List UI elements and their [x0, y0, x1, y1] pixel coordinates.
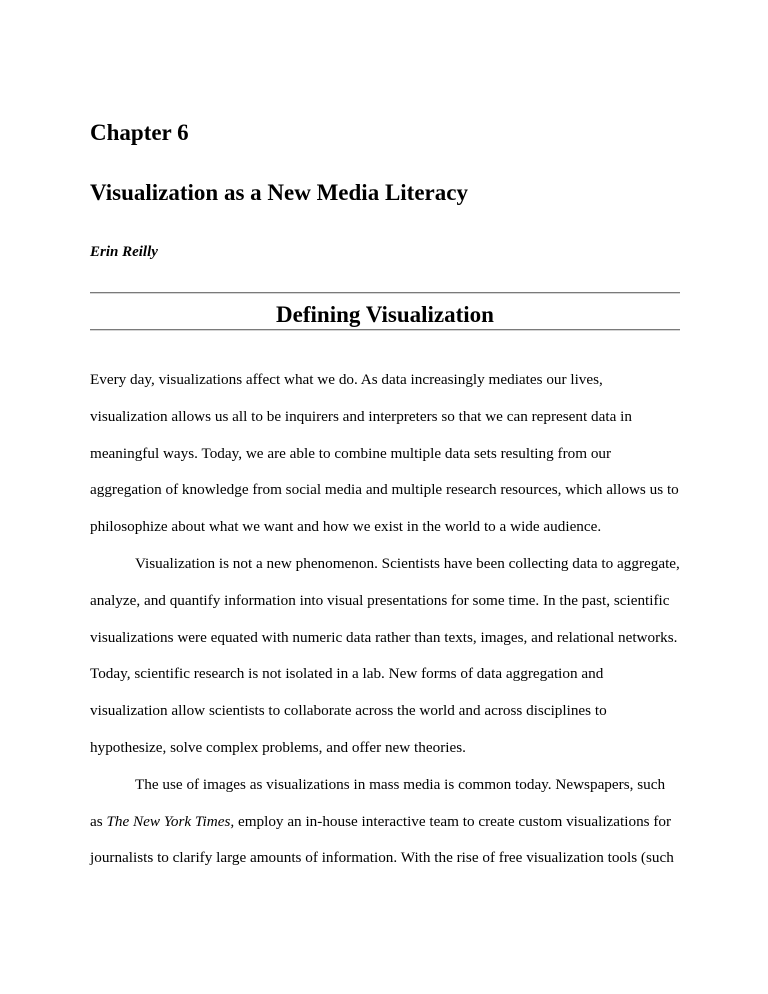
paragraph-3-line-3: journalists to clarify large amounts of information. With the rise of free visualization tools (such — [90, 849, 674, 867]
paragraph-3-line-1: The use of images as visualizations in mass media is common today. Newspapers, such — [135, 775, 666, 793]
paragraph-2-line-6: hypothesize, solve complex problems, and offer new theories. — [90, 738, 466, 756]
paragraph-2-line-2: analyze, and quantify information into visual presentations for some time. In the past, scientific — [90, 591, 670, 609]
paragraph-1-line-4: aggregation of knowledge from social media and multiple research resources, which allows us to — [90, 481, 679, 499]
paragraph-1-line-1: Every day, visualizations affect what we do. As data increasingly mediates our lives, — [90, 371, 603, 388]
paragraph-2-line-4: Today, scientific research is not isolated in a lab. New forms of data aggregation and — [90, 665, 604, 683]
line-text-before: as — [90, 812, 107, 830]
paragraph-1-line-2: visualization allows us all to be inquirers and interpreters so that we can represent data in — [90, 407, 632, 425]
paragraph-1-line-5: philosophize about what we want and how we exist in the world to a wide audience. — [90, 518, 602, 536]
body-text — [90, 362, 690, 877]
paragraph-2-line-3: visualizations were equated with numeric data rather than texts, images, and relational networks. — [90, 628, 678, 646]
section-rule-top — [90, 292, 680, 294]
paragraph-2-line-1: Visualization is not a new phenomenon. Scientists have been collecting data to aggregate, — [135, 554, 680, 572]
author-name: Erin Reilly — [90, 244, 158, 260]
paragraph-1-line-3: meaningful ways. Today, we are able to combine multiple data sets resulting from our — [90, 444, 612, 462]
section-rule-bottom — [90, 329, 680, 331]
section-heading: Defining Visualization — [276, 302, 494, 327]
publication-title: The New York Times, — [106, 812, 235, 830]
chapter-title: Visualization as a New Media Literacy — [90, 180, 468, 205]
paragraph-3-line-2 — [90, 804, 690, 841]
line-text-after: employ an in-house interactive team to create custom visualizations for — [234, 812, 672, 830]
chapter-label: Chapter 6 — [90, 120, 189, 145]
paragraph-2-line-5: visualization allow scientists to collaborate across the world and across disciplines to — [90, 702, 607, 720]
